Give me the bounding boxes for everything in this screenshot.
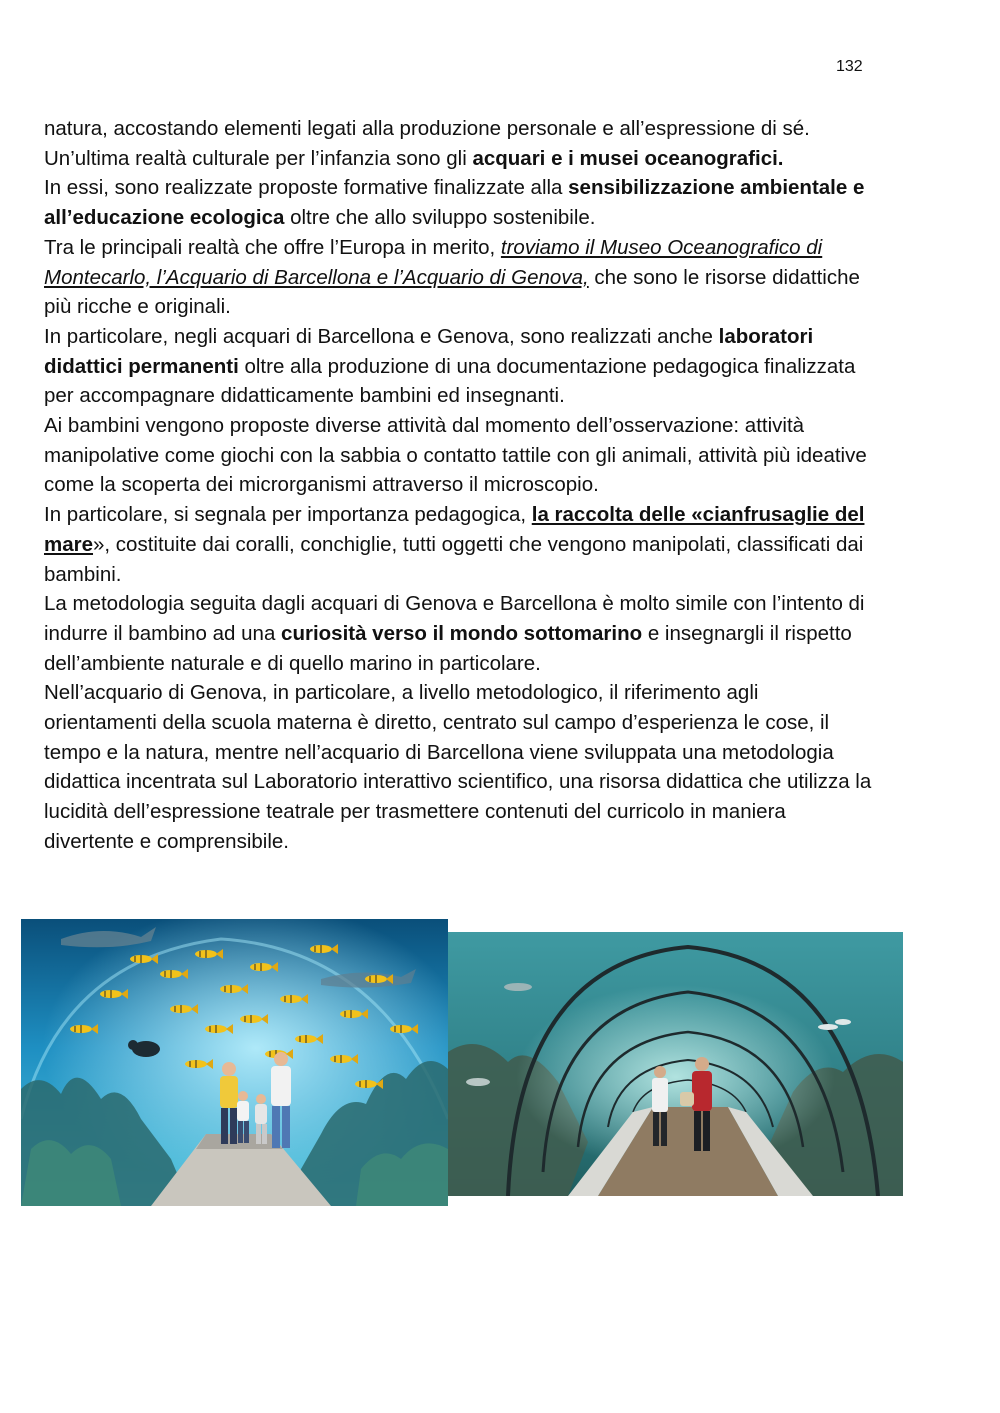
paragraph-text: In particolare, si segnala per importanza pedagogica, [44,503,532,527]
aquarium-tunnel-photo [448,932,903,1196]
paragraph [44,322,874,411]
italic-underlined-phrase: troviamo il Museo Oceanografico di Montecarlo, l’Acquario di Barcellona e l’Acquario di Genova, [44,235,823,289]
paragraph-text: oltre che allo sviluppo sostenibile. [284,206,596,230]
paragraph [44,500,874,589]
paragraph [44,678,874,856]
paragraph-text: Ai bambini vengono proposte diverse attività dal momento dell’osservazione: attività manipolative come giochi con la sabbia o contatto tattile con gli animali, attività più ideative come la scoperta dei microrganismi attraverso il microscopio. [44,414,867,497]
paragraph-text: La metodologia seguita dagli acquari di Genova e Barcellona è molto simile con l’intento di indurre il bambino ad una [44,592,865,645]
paragraph-text: e insegnargli il rispetto dell’ambiente naturale e di quello marino in particolare. [44,621,852,675]
paragraph-text: Nell’acquario di Genova, in particolare, a livello metodologico, il riferimento agli orientamenti della scuola materna è diretto, centrato sul campo d’esperienza le cose, il tempo e la natura, mentre nell’acquario di Barcellona viene sviluppata una metodologia didattica incentrata sul Laboratorio interattivo scientifico, una risorsa didattica che utilizza la lucidità dell’espressione teatrale per trasmettere contenuti del curricolo in maniera divertente e comprensibile. [44,681,872,853]
paragraph-text: In particolare, negli acquari di Barcellona e Genova, sono realizzati anche [44,324,719,348]
paragraph-text: In essi, sono realizzate proposte formative finalizzate alla [44,176,569,200]
bold-phrase: curiosità verso il mondo sottomarino [281,621,643,645]
paragraph [44,589,874,678]
paragraph-text: che sono le risorse didattiche più ricche e originali. [44,265,860,319]
paragraph-text: natura, accostando elementi legati alla produzione personale e all’espressione di sé. [44,117,810,140]
paragraph-text: », costituite dai coralli, conchiglie, tutti oggetti che vengono manipolati, classificati dai bambini. [44,532,864,586]
page-number: 132 [836,58,863,75]
paragraph-text: Tra le principali realtà che offre l’Europa in merito, [44,235,501,259]
bold-phrase: acquari e i musei oceanografici. [472,146,784,170]
body-text [44,114,874,857]
paragraph-text: Un’ultima realtà culturale per l’infanzia sono gli [44,146,473,170]
paragraph [44,233,874,322]
paragraph [44,411,874,500]
paragraph [44,173,874,232]
bold-underlined-phrase: la raccolta delle «cianfrusaglie del mare [44,503,865,556]
paragraph-text: oltre alla produzione di una documentazione pedagogica finalizzata per accompagnare didatticamente bambini ed insegnanti. [44,354,856,408]
paragraph [44,144,874,174]
paragraph [44,114,874,144]
aquarium-family-photo [21,919,448,1206]
bold-phrase: laboratori didattici permanenti [44,324,814,378]
bold-phrase: sensibilizzazione ambientale e all’educazione ecologica [44,176,865,230]
